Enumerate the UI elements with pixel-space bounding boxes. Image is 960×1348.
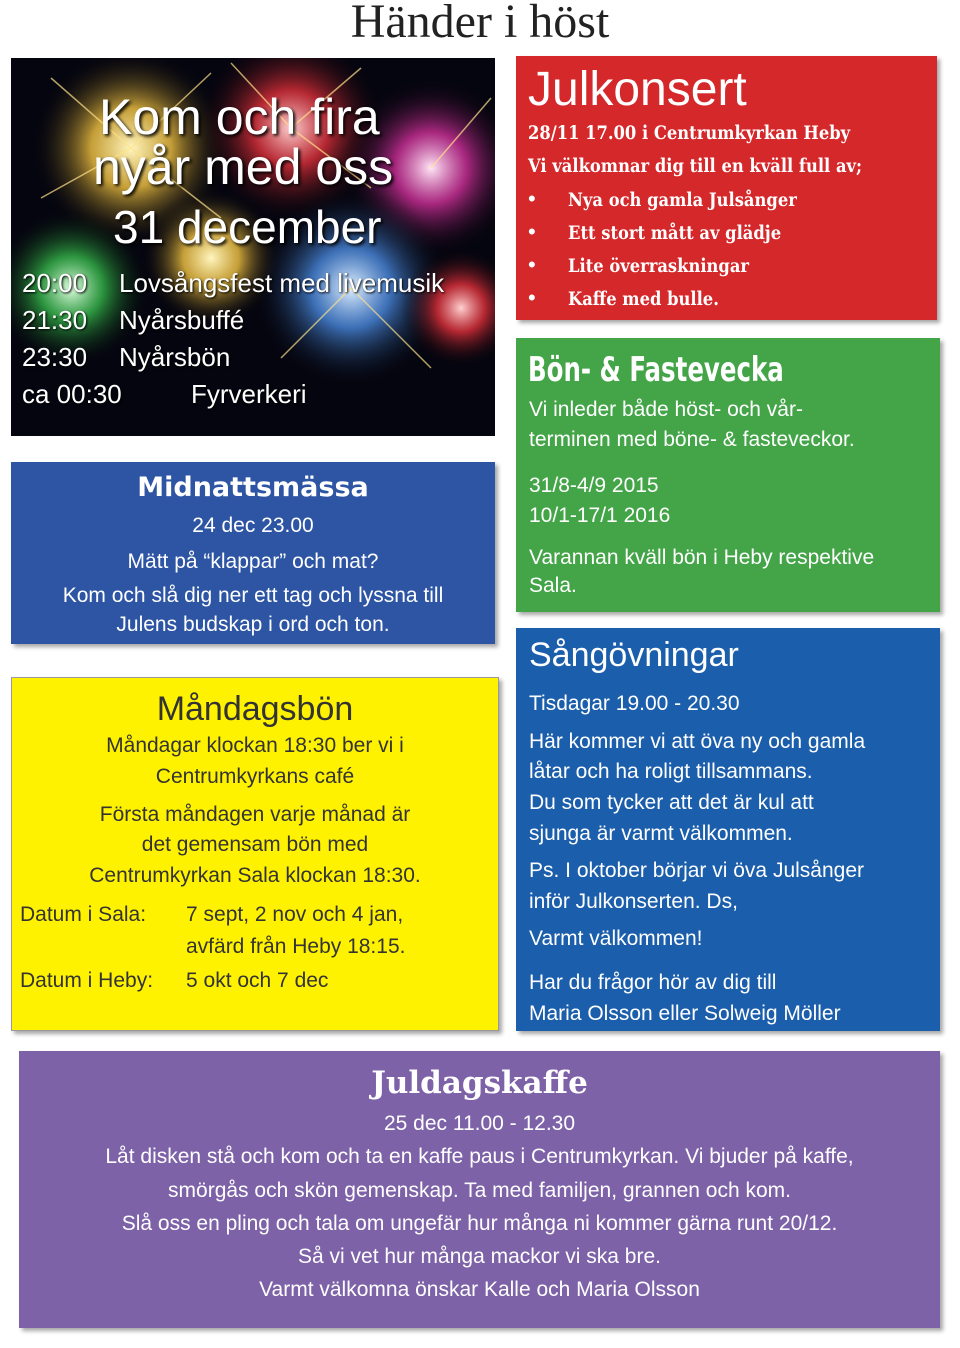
midnight-mass-text: Mätt på “klappar” och mat?	[127, 550, 379, 573]
christmas-day-coffee-text: 25 dec 11.00 - 12.30	[383, 1112, 576, 1135]
christmas-day-coffee-text: smörgås och skön gemenskap. Ta med familjen, grannen och kom.	[168, 1179, 791, 1202]
monday-prayer-text: Måndagar klockan 18:30 ber vi i	[106, 734, 404, 757]
prayer-fasting-text: Sala.	[529, 574, 577, 597]
prayer-fasting-text: Vi inleder både höst- och vår-	[529, 398, 803, 421]
singing-practice-contact: Maria Olsson eller Solweig Möller	[529, 1002, 841, 1025]
monday-prayer-text: Centrumkyrkans café	[155, 765, 355, 788]
christmas-day-coffee-text: Låt disken stå och kom och ta en kaffe paus i Centrumkyrkan. Vi bjuder på kaffe,	[105, 1145, 854, 1168]
singing-practice-title: Sångövningar	[529, 636, 739, 674]
bullet-icon: •	[528, 285, 536, 310]
christmas-concert-bullet: Lite överraskningar	[568, 255, 750, 277]
christmas-concert-bullet: Ett stort mått av glädje	[568, 222, 782, 244]
prayer-fasting-title: Bön- & Fastevecka	[528, 350, 784, 390]
christmas-concert-bullet: Kaffe med bulle.	[568, 288, 719, 310]
new-year-date: 31 december	[113, 201, 382, 253]
monday-prayer-text: Första måndagen varje månad är	[99, 803, 411, 826]
christmas-day-coffee-text: Så vi vet hur många mackor vi ska bre.	[298, 1245, 661, 1268]
christmas-day-coffee-title: Juldagskaffe	[371, 1065, 588, 1101]
christmas-concert-text: Vi välkomnar dig till en kväll full av;	[528, 155, 863, 177]
schedule-event: Nyårsbuffé	[119, 305, 245, 335]
prayer-fasting-dates: 10/1-17/1 2016	[529, 504, 671, 527]
singing-practice-contact: Har du frågor hör av dig till	[529, 971, 777, 994]
new-year-heading-line1: Kom och fira	[99, 89, 380, 145]
new-year-panel	[11, 58, 495, 436]
prayer-fasting-text: terminen med böne- & fasteveckor.	[529, 428, 855, 451]
singing-practice-text: Du som tycker att det är kul att	[529, 791, 814, 814]
monday-prayer-panel	[11, 677, 499, 1031]
heby-dates-label: Datum i Heby:	[20, 969, 154, 992]
schedule-time: 21:30	[22, 305, 88, 335]
bullet-icon: •	[528, 219, 536, 244]
singing-practice-text: sjunga är varmt välkommen.	[529, 822, 793, 845]
singing-practice-text: låtar och ha roligt tillsammans.	[529, 760, 813, 783]
schedule-event: Lovsångsfest med livemusik	[119, 268, 445, 298]
bullet-icon: •	[528, 252, 536, 277]
monday-prayer-title: Måndagsbön	[156, 690, 354, 728]
christmas-day-coffee-text: Slå oss en pling och tala om ungefär hur många ni kommer gärna runt 20/12.	[121, 1212, 838, 1235]
prayer-fasting-panel	[516, 338, 940, 612]
christmas-concert-text: 28/11 17.00 i Centrumkyrkan Heby	[528, 122, 851, 144]
sala-dates-value: 7 sept, 2 nov och 4 jan,	[186, 903, 404, 926]
schedule-time: ca 00:30	[22, 379, 122, 409]
schedule-time: 23:30	[22, 342, 88, 372]
singing-practice-text: Tisdagar 19.00 - 20.30	[529, 692, 740, 715]
prayer-fasting-dates: 31/8-4/9 2015	[529, 474, 659, 497]
bullet-icon: •	[528, 186, 536, 211]
christmas-concert-bullet: Nya och gamla Julsånger	[568, 189, 797, 211]
singing-practice-text: Ps. I oktober börjar vi öva Julsånger	[529, 859, 864, 882]
monday-prayer-text: det gemensam bön med	[141, 833, 369, 856]
page-title: Händer i höst	[350, 0, 610, 48]
monday-prayer-text: Centrumkyrkan Sala klockan 18:30.	[89, 864, 421, 887]
singing-practice-text: Här kommer vi att öva ny och gamla	[529, 730, 866, 753]
heby-dates-value: 5 okt och 7 dec	[186, 969, 329, 992]
prayer-fasting-text: Varannan kväll bön i Heby respektive	[529, 546, 875, 569]
singing-practice-panel	[516, 628, 940, 1031]
christmas-day-coffee-panel	[19, 1051, 940, 1328]
midnight-mass-text: Julens budskap i ord och ton.	[116, 613, 390, 636]
schedule-event: Nyårsbön	[119, 342, 231, 372]
schedule-time: 20:00	[22, 268, 88, 298]
midnight-mass-panel	[11, 462, 495, 644]
christmas-day-coffee-text: Varmt välkomna önskar Kalle och Maria Olsson	[259, 1278, 700, 1301]
sala-dates-label: Datum i Sala:	[20, 903, 147, 926]
midnight-mass-title: Midnattsmässa	[137, 472, 369, 503]
new-year-heading-line2: nyår med oss	[93, 139, 394, 195]
singing-practice-text: Varmt välkommen!	[529, 927, 703, 950]
midnight-mass-text: Kom och slå dig ner ett tag och lyssna till	[62, 584, 444, 607]
singing-practice-text: inför Julkonserten. Ds,	[529, 890, 738, 913]
christmas-concert-title: Julkonsert	[528, 63, 747, 116]
christmas-concert-panel	[516, 56, 937, 320]
midnight-mass-text: 24 dec 23.00	[192, 514, 314, 537]
schedule-event: Fyrverkeri	[191, 379, 307, 409]
sala-dates-value: avfärd från Heby 18:15.	[186, 935, 406, 958]
